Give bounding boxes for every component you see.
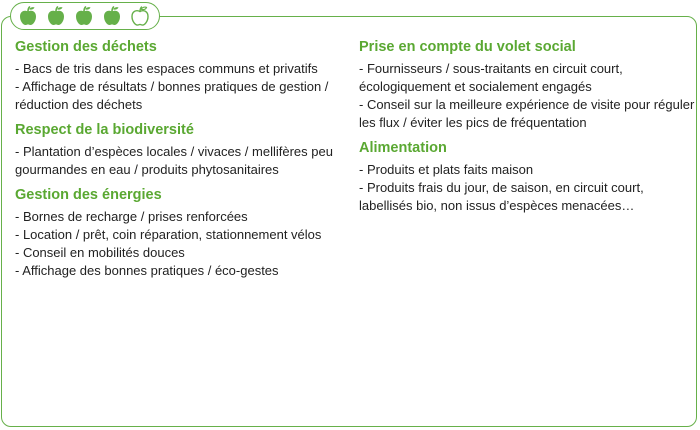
section-title: Alimentation [359,140,447,156]
right-column [359,38,699,222]
list-item: - Bacs de tris dans les espaces communs et privatifs [15,61,318,76]
apple-icon [101,5,123,27]
list-item: - Affichage de résultats / bonnes pratiques de gestion / réduction des déchets [15,79,329,112]
left-column [15,38,355,287]
section-food [359,139,699,215]
section-waste [15,38,355,114]
list-item: - Conseil sur la meilleure expérience de visite pour réguler les flux / éviter les pics de fréquentation [359,97,695,130]
apple-icon [17,5,39,27]
apple-outline-icon [129,5,151,27]
apple-icon [73,5,95,27]
section-title: Prise en compte du volet social [359,39,576,55]
list-item: - Fournisseurs / sous-traitants en circuit court, écologiquement et socialement engagés [359,61,623,94]
section-energy [15,186,355,280]
section-biodiversity [15,121,355,179]
list-item: - Plantation d’espèces locales / vivaces / mellifères peu gourmandes en eau / produits phytosanitaires [15,144,333,177]
section-title: Respect de la biodiversité [15,122,194,138]
list-item: - Produits et plats faits maison [359,162,534,177]
list-item: - Produits frais du jour, de saison, en circuit court, labellisés bio, non issus d’espèces menacées… [359,180,644,213]
apple-icon [45,5,67,27]
section-title: Gestion des énergies [15,187,162,203]
list-item: - Location / prêt, coin réparation, stationnement vélos [15,227,322,242]
section-social [359,38,699,132]
list-item: - Conseil en mobilités douces [15,245,185,260]
section-title: Gestion des déchets [15,39,157,55]
apple-rating [10,2,160,30]
list-item: - Bornes de recharge / prises renforcées [15,209,248,224]
list-item: - Affichage des bonnes pratiques / éco-gestes [15,263,279,278]
